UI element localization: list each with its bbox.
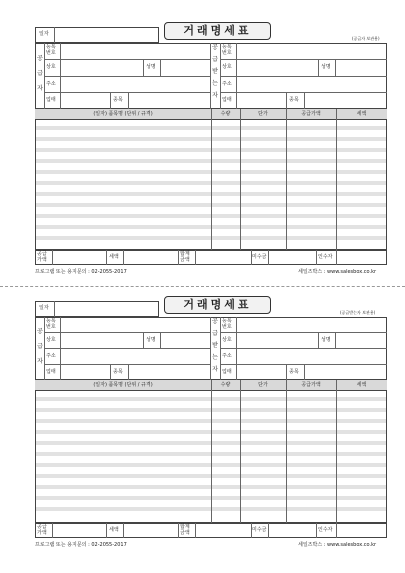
statement-sheet-supplier-copy: 일자 거래명세표 (공급자 보관용) 공 급 자 등록 번호 상호 성명 주소 업태 종목 공 급 받 는 자 등록 번호 상호 성명 주소 업태 종목 (일자) 품목명 (단위 / 규격) 수량 단가 공급가액 세액 공급 가액 세액 합계 금액 미수금 인수자 프로그램 또는 용지문의 : 02-2055-2017 세일즈박스 : www.salesbox.co.kr [0, 0, 405, 286]
date-label: 일자 [39, 31, 49, 37]
statement-sheet-receiver-copy: 일자 거래명세표 (공급받는자 보관용) 공 급 자 등록 번호 상호 성명 주소 업태 종목 공 급 받 는 자 등록 번호 상호 성명 주소 업태 종목 (일자) 품목명 (단위 / 규격) 수량 단가 공급가액 세액 공급 가액 세액 합계 금액 미수금 인수자 프로그램 또는 용지문의 : 02-2055-2017 세일즈박스 : www.salesbox.co.kr [0, 287, 405, 573]
form-title: 거래명세표 [164, 296, 271, 314]
site-info: 세일즈박스 : www.salesbox.co.kr [298, 269, 377, 275]
totals-row [35, 523, 387, 538]
form-title: 거래명세표 [164, 22, 271, 40]
contact-info: 프로그램 또는 용지문의 : 02-2055-2017 [35, 269, 127, 275]
site-info: 세일즈박스 : www.salesbox.co.kr [298, 542, 377, 548]
copy-label: (공급받는자 보관용) [340, 310, 376, 315]
totals-row [35, 250, 387, 265]
copy-label: (공급자 보관용) [352, 36, 380, 41]
contact-info: 프로그램 또는 용지문의 : 02-2055-2017 [35, 542, 127, 548]
